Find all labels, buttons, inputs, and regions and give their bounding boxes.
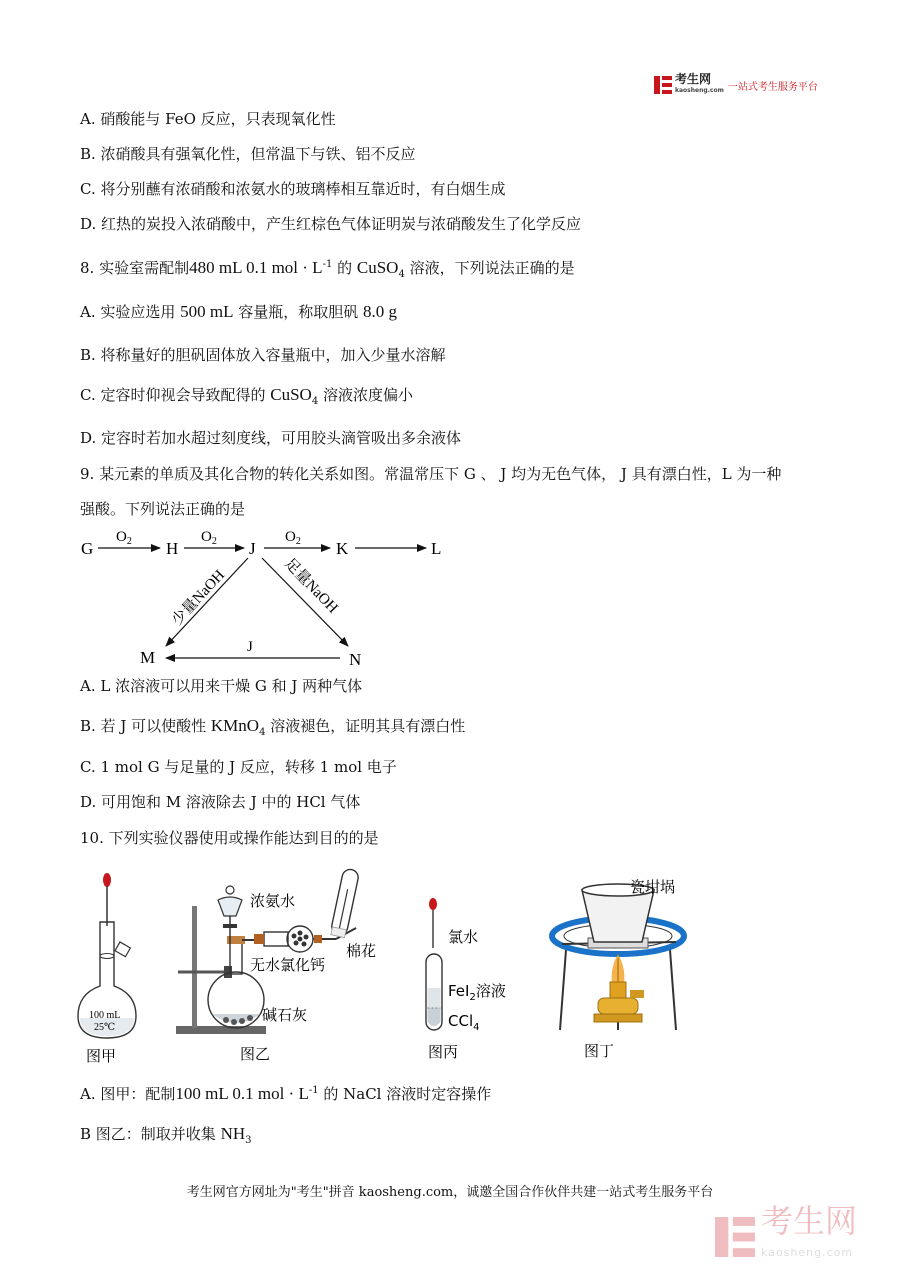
figure-yi-ammonia-setup	[168, 860, 398, 1066]
page-footer: 考生网官方网址为"考生"拼音 kaosheng.com，诚邀全国合作伙伴共建一站式考生服务平台	[186, 1185, 714, 1200]
flask-volume-label: 100 mL	[89, 1010, 121, 1021]
watermark	[715, 1202, 858, 1269]
label-cacl2: 无水氯化钙	[250, 956, 326, 974]
q8-option-a: A. 实验应选用 500 mL 容量瓶，称取胆矾 8.0 g	[80, 302, 398, 321]
q10-option-a: A. 图甲：配制100 mL 0.1 mol · $L^{-1}$ 的 NaCl 溶液时定容操作	[80, 1084, 492, 1103]
edge-label-J: J	[247, 639, 253, 655]
o2-label-1: $O_2$	[116, 529, 132, 547]
watermark-text: 考生网	[761, 1202, 858, 1240]
figure-jia-volumetric-flask	[76, 866, 146, 1066]
watermark-domain: kaosheng.com	[761, 1246, 854, 1259]
q8-option-c: C. 定容时仰视会导致配得的 CuSO$_4$ 溶液浓度偏小	[80, 385, 413, 407]
node-N: N	[349, 650, 362, 669]
q10-stem: 10. 下列实验仪器使用或操作能达到目的的是	[80, 829, 379, 847]
caption-yi: 图乙	[240, 1045, 271, 1063]
q7-option-c: C. 将分别蘸有浓硝酸和浓氨水的玻璃棒相互靠近时，有白烟生成	[80, 180, 506, 198]
label-soda-lime: 碱石灰	[262, 1006, 308, 1024]
label-cotton: 棉花	[346, 942, 377, 960]
caption-bing: 图丙	[428, 1043, 459, 1061]
o2-label-3: $O_2$	[285, 529, 301, 547]
q7-option-d: D. 红热的炭投入浓硝酸中，产生红棕色气体证明炭与浓硝酸发生了化学反应	[80, 215, 582, 233]
node-G: G	[81, 539, 94, 558]
site-logo	[654, 74, 818, 96]
label-chlorine-water: 氯水	[448, 928, 479, 946]
q9-transformation-diagram	[78, 522, 458, 672]
node-J: J	[249, 539, 256, 558]
q8-stem: 8. 实验室需配制480 mL 0.1 mol · $L^{-1}$ 的 CuSO$_4$ 溶液，下列说法正确的是	[80, 258, 575, 280]
q9-stem-line1: 9. 某元素的单质及其化合物的转化关系如图。常温常压下 G 、 J 均为无色气体， J 具有漂白性，L 为一种	[80, 465, 782, 483]
figure-ding-crucible	[548, 872, 698, 1066]
q8-option-b: B. 将称量好的胆矾固体放入容量瓶中，加入少量水溶解	[80, 346, 446, 364]
q7-option-a: A. 硝酸能与 FeO 反应，只表现氧化性	[80, 110, 336, 128]
q7-option-b: B. 浓硝酸具有强氧化性，但常温下与铁、铝不反应	[80, 145, 416, 163]
node-K: K	[336, 539, 349, 558]
q9-option-c: C. 1 mol G 与足量的 J 反应，转移 1 mol 电子	[80, 758, 397, 776]
o2-label-2: $O_2$	[201, 529, 217, 547]
caption-ding: 图丁	[584, 1042, 615, 1060]
flask-temp-label: 25℃	[94, 1022, 116, 1033]
label-crucible: 瓷坩埚	[630, 878, 676, 896]
arrow-J-M	[166, 558, 248, 646]
label-ammonia-water: 浓氨水	[250, 892, 296, 910]
q9-option-a: A. L 浓溶液可以用来干燥 G 和 J 两种气体	[80, 677, 363, 695]
caption-jia: 图甲	[86, 1047, 117, 1065]
watermark-logo-icon	[715, 1217, 755, 1257]
q9-option-b: B. 若 J 可以使酸性 KMnO$_4$ 溶液褪色，证明其具有漂白性	[80, 716, 466, 738]
node-M: M	[140, 648, 156, 667]
q9-stem-line2: 强酸。下列说法正确的是	[80, 500, 246, 518]
node-L: L	[431, 539, 442, 558]
q10-option-b: B 图乙：制取并收集 $NH_3$	[80, 1124, 252, 1146]
edge-label-excess-naoh: 足量NaOH	[281, 555, 341, 617]
label-fei2: FeI$_2$溶液	[448, 982, 506, 1003]
logo-slogan: 一站式考生服务平台	[727, 81, 818, 93]
logo-text: 考生网 kaosheng.com	[675, 72, 724, 94]
label-ccl4: CCl$_4$	[448, 1012, 480, 1033]
q8-option-d: D. 定容时若加水超过刻度线，可用胶头滴管吸出多余液体	[80, 429, 462, 447]
q9-option-d: D. 可用饱和 M 溶液除去 J 中的 HCl 气体	[80, 793, 361, 811]
figure-bing-test-tube	[420, 892, 530, 1066]
node-H: H	[166, 539, 179, 558]
edge-label-small-naoh: 少量NaOH	[169, 567, 229, 629]
logo-mark-icon	[654, 76, 672, 94]
